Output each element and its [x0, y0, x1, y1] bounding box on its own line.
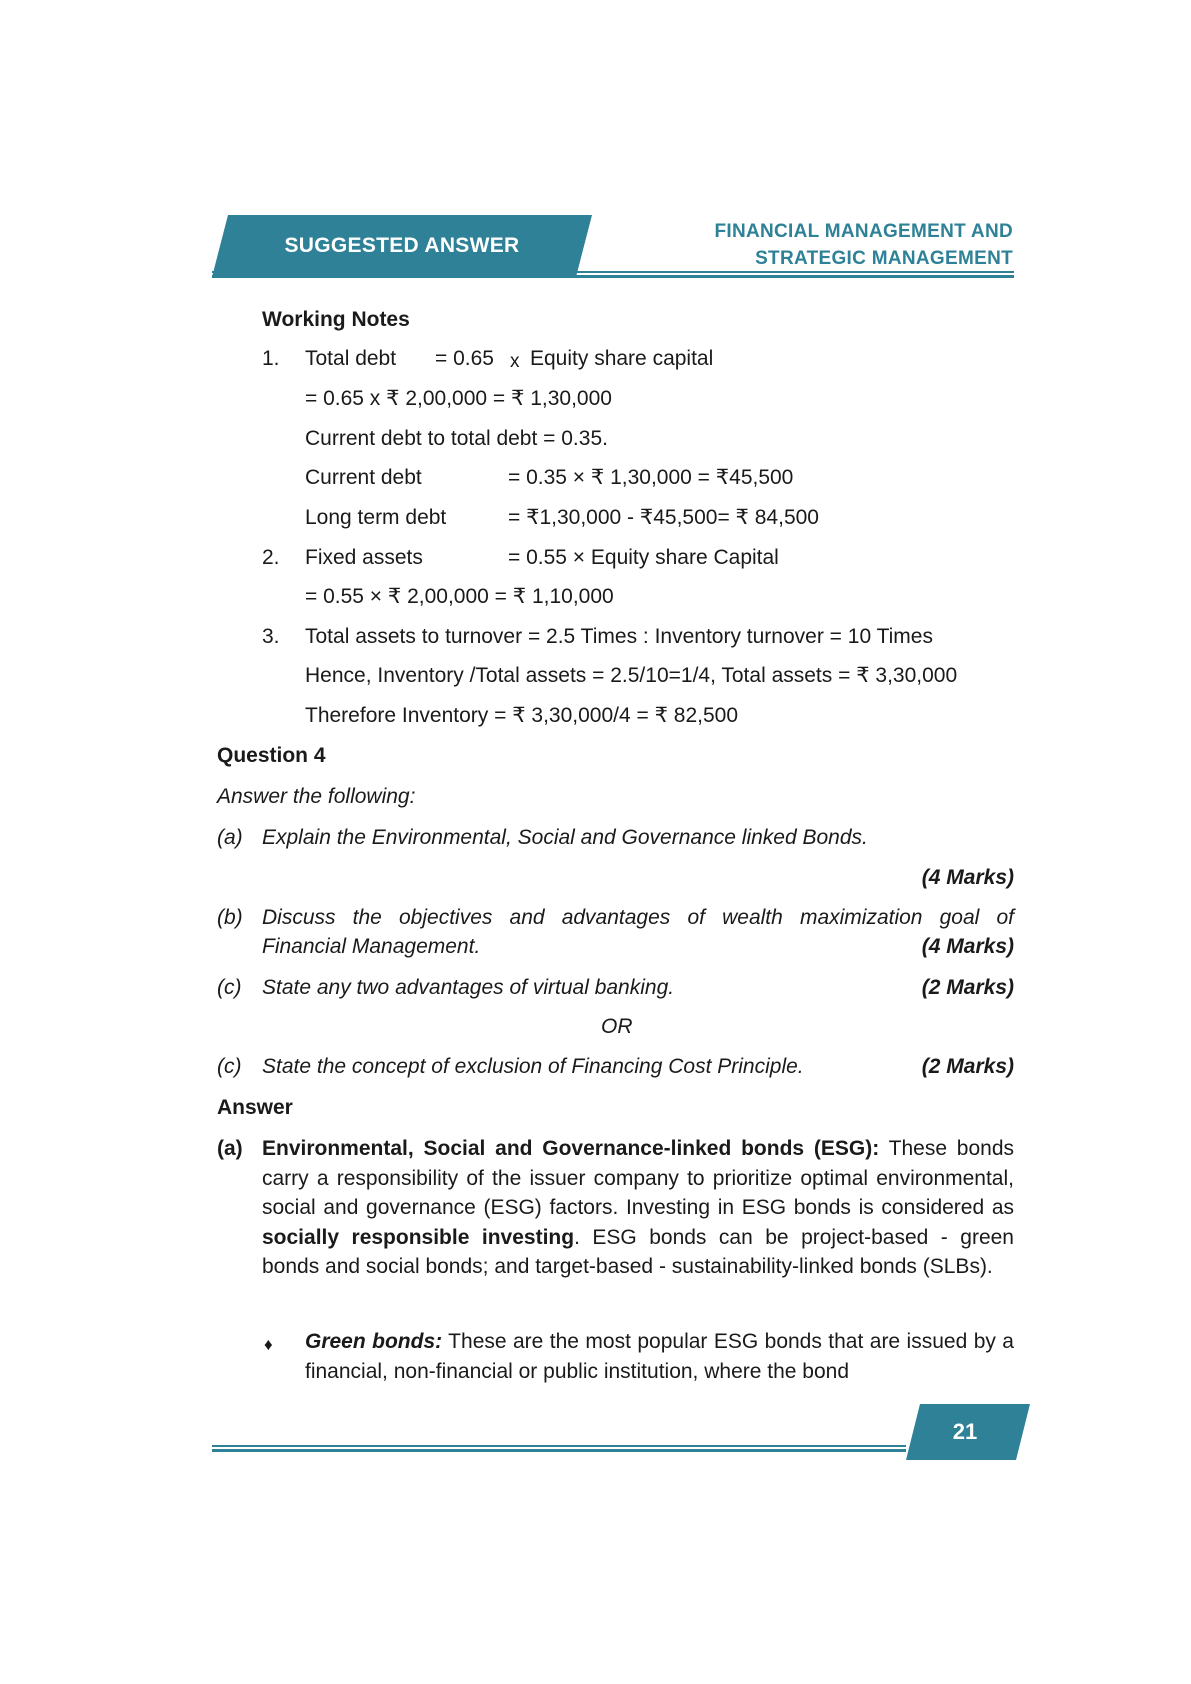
- answer-a-text2: . ESG bonds can be project-based - green bonds and social bonds; and target-based - sustainability-linked bonds (SLBs).: [262, 1225, 1014, 1278]
- note1-current-debt-label: Current debt: [305, 466, 422, 489]
- note1-long-term-debt-value: = ₹1,30,000 - ₹45,500= ₹ 84,500: [508, 506, 819, 529]
- note1-line3: Current debt to total debt = 0.35.: [305, 427, 608, 450]
- answer-a-label: (a): [217, 1137, 243, 1160]
- note1-times-sign: x: [510, 351, 520, 372]
- green-bonds-text: These are the most popular ESG bonds that are issued by a financial, non-financial or public institution, where the bond: [305, 1330, 1014, 1383]
- question-a-label: (a): [217, 826, 243, 849]
- note-number-1: 1.: [262, 347, 280, 370]
- note1-value: = 0.65: [435, 347, 494, 370]
- header-tab: [212, 215, 592, 277]
- question-or: OR: [601, 1015, 633, 1038]
- question-a-text: Explain the Environmental, Social and Governance linked Bonds.: [262, 826, 868, 849]
- question-heading: Question 4: [217, 744, 326, 767]
- note3-line1: Total assets to turnover = 2.5 Times : Inventory turnover = 10 Times: [305, 625, 933, 648]
- answer-a-bold-lead: Environmental, Social and Governance-linked bonds (ESG):: [262, 1137, 880, 1160]
- note2-label: Fixed assets: [305, 546, 423, 569]
- note1-line2: = 0.65 x ₹ 2,00,000 = ₹ 1,30,000: [305, 387, 612, 410]
- question-c2-label: (c): [217, 1055, 242, 1078]
- question-b-text-line2: Financial Management.: [262, 935, 481, 958]
- answer-a-bold-term: socially responsible investing: [262, 1225, 575, 1249]
- note1-rest: Equity share capital: [530, 347, 714, 370]
- question-intro: Answer the following:: [217, 785, 416, 808]
- question-b-label: (b): [217, 906, 243, 929]
- answer-a-text1: These bonds carry a responsibility of the issuer company to prioritize optimal environmental, social and governance (ESG) factors. Investing in ESG bonds is considered as: [262, 1137, 1014, 1219]
- page-number: 21: [952, 1419, 978, 1444]
- note1-current-debt-value: = 0.35 × ₹ 1,30,000 = ₹45,500: [508, 466, 794, 489]
- question-c2-marks: (2 Marks): [921, 1055, 1014, 1078]
- green-bonds-paragraph: [305, 1327, 1014, 1386]
- note2-line2: = 0.55 × ₹ 2,00,000 = ₹ 1,10,000: [305, 585, 614, 608]
- header-rule: [212, 270, 1014, 279]
- footer-rule: [212, 1444, 906, 1453]
- question-c-marks: (2 Marks): [921, 976, 1014, 999]
- bullet-diamond-icon: ♦: [264, 1335, 273, 1354]
- working-notes-heading: Working Notes: [262, 308, 410, 331]
- header-title-line2: STRATEGIC MANAGEMENT: [755, 248, 1013, 269]
- question-c-text: State any two advantages of virtual banking.: [262, 976, 675, 999]
- note1-label: Total debt: [305, 347, 397, 370]
- note3-line3: Therefore Inventory = ₹ 3,30,000/4 = ₹ 82,500: [305, 704, 739, 727]
- note1-long-term-debt-label: Long term debt: [305, 506, 447, 529]
- answer-a-paragraph: [262, 1134, 1014, 1282]
- note2-value: = 0.55 × Equity share Capital: [508, 546, 779, 569]
- green-bonds-bold: Green bonds:: [305, 1330, 443, 1353]
- question-c2-text: State the concept of exclusion of Financing Cost Principle.: [262, 1055, 804, 1078]
- note3-line2: Hence, Inventory /Total assets = 2.5/10=1/4, Total assets = ₹ 3,30,000: [305, 664, 958, 687]
- question-b-text-line1: Discuss the objectives and advantages of wealth maximization goal of: [262, 906, 1014, 929]
- header-title: [714, 218, 1013, 272]
- question-c-label: (c): [217, 976, 242, 999]
- question-a-marks: (4 Marks): [921, 866, 1014, 889]
- header-tab-label: SUGGESTED ANSWER: [284, 234, 520, 257]
- header-title-line1: FINANCIAL MANAGEMENT AND: [714, 221, 1013, 242]
- note-number-3: 3.: [262, 625, 280, 648]
- answer-heading: Answer: [217, 1096, 293, 1119]
- question-b-marks: (4 Marks): [921, 935, 1014, 958]
- note-number-2: 2.: [262, 546, 280, 569]
